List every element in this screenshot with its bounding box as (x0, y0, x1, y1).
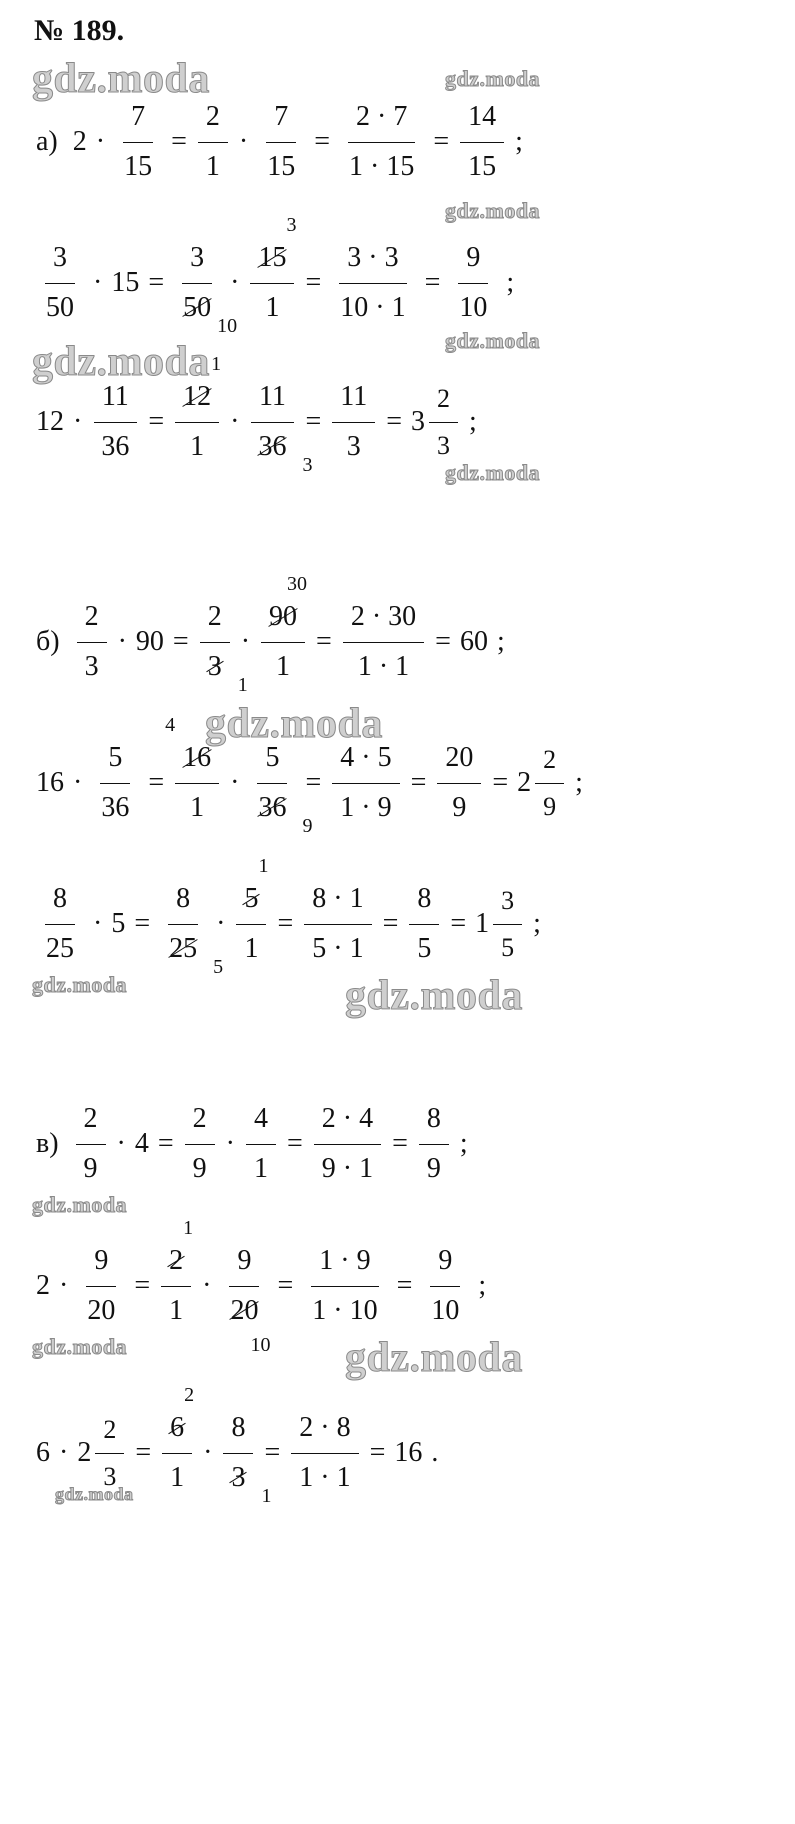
cancelled-number: 6 (170, 1412, 185, 1444)
cancelled-number: 12 (183, 381, 212, 413)
numerator: 2 (95, 1415, 124, 1454)
denominator: 9 (83, 1152, 98, 1184)
period: . (431, 1437, 439, 1468)
fraction (198, 101, 228, 182)
fraction (200, 601, 248, 696)
equals: = (396, 1270, 413, 1301)
equals: = (148, 406, 165, 437)
denominator: 3 (437, 430, 451, 460)
denominator: 36 (101, 791, 130, 823)
times: · (73, 406, 83, 437)
problem-a1 (36, 92, 523, 192)
equals: = (277, 908, 294, 939)
times: · (59, 1437, 69, 1468)
fraction (95, 1415, 124, 1492)
denominator: 1 (169, 1294, 184, 1326)
reduced-value: 3 (302, 453, 313, 476)
denominator (250, 423, 313, 476)
equals: = (424, 267, 441, 298)
result: 16 (394, 1437, 423, 1468)
times: · (59, 1270, 69, 1301)
numerator (175, 353, 222, 422)
equals: = (172, 626, 189, 657)
integer: 6 (36, 1437, 50, 1468)
denominator: 3 (103, 1461, 117, 1491)
fraction (79, 1245, 123, 1326)
fraction (246, 1103, 276, 1184)
cancelled-number: 3 (231, 1461, 246, 1493)
times: · (73, 767, 83, 798)
reduced-value: 1 (237, 673, 248, 696)
fraction (259, 101, 303, 182)
integer: 12 (36, 406, 64, 437)
numerator: 3 (493, 886, 522, 925)
fraction (332, 742, 399, 823)
equals: = (135, 1437, 152, 1468)
times: · (240, 626, 251, 657)
denominator: 15 (267, 150, 296, 182)
denominator: 9 (426, 1152, 441, 1184)
fraction (304, 883, 371, 964)
reduced-value: 4 (165, 714, 176, 737)
problem-b3 (36, 855, 541, 978)
mixed-number (517, 745, 566, 822)
problem-b1 (36, 573, 505, 696)
watermark: gdz.moda (445, 198, 541, 223)
watermark: gdz.moda (445, 328, 541, 353)
whole-part: 2 (77, 1437, 92, 1468)
watermark: gdz.moda (345, 1335, 523, 1381)
fraction (250, 381, 313, 476)
numerator: 9 (458, 242, 488, 283)
watermark: gdz.moda (32, 1334, 128, 1359)
fraction (93, 381, 137, 462)
denominator: 1 · 1 (357, 650, 410, 682)
fraction (175, 353, 222, 462)
numerator (261, 573, 308, 642)
fraction (291, 1412, 358, 1493)
reduced-value: 3 (286, 214, 297, 237)
denominator: 1 (190, 791, 205, 823)
numerator: 14 (460, 101, 504, 142)
fraction (535, 745, 564, 822)
denominator: 50 (46, 291, 74, 323)
section-label-v: в) (36, 1128, 59, 1159)
denominator: 1 (265, 291, 280, 323)
fraction (261, 573, 308, 682)
times: · (93, 908, 103, 939)
fraction (175, 242, 238, 337)
denominator: 9 (452, 791, 467, 823)
times: · (238, 126, 249, 157)
equals: = (386, 406, 403, 437)
denominator: 3 (346, 430, 361, 462)
fraction (161, 883, 224, 978)
fraction (423, 1245, 467, 1326)
reduced-value: 1 (183, 1217, 194, 1240)
denominator: 1 (190, 430, 205, 462)
semicolon: ; (533, 908, 541, 939)
section-label-b: б) (36, 626, 60, 657)
semicolon: ; (575, 767, 583, 798)
integer: 2 (72, 126, 87, 157)
equals: = (148, 267, 165, 298)
fraction (332, 381, 375, 462)
mixed-number (411, 384, 460, 461)
numerator: 8 · 1 (304, 883, 371, 924)
problem-v1 (36, 1094, 468, 1194)
denominator: 3 (84, 650, 99, 682)
cancelled-number: 36 (258, 791, 287, 823)
denominator: 5 (417, 932, 432, 964)
denominator: 9 (543, 791, 557, 821)
fraction (343, 601, 424, 682)
cancelled-number: 16 (183, 742, 212, 774)
numerator: 11 (94, 381, 137, 422)
watermark: gdz.moda (445, 460, 541, 485)
times: · (230, 767, 240, 798)
semicolon: ; (459, 1128, 468, 1159)
watermark: gdz.moda (32, 339, 210, 385)
watermark: gdz.moda (55, 1484, 134, 1504)
problem-a2 (36, 214, 515, 337)
fraction (460, 101, 504, 182)
cancelled-number: 15 (258, 242, 287, 274)
fraction (222, 1245, 271, 1356)
watermark: gdz.moda (205, 701, 383, 747)
integer: 4 (134, 1128, 149, 1159)
fraction (38, 242, 82, 323)
watermark: gdz.moda (32, 972, 128, 997)
integer: 5 (111, 908, 126, 939)
fraction (165, 714, 219, 823)
times: · (95, 126, 106, 157)
numerator: 2 (77, 601, 107, 642)
fraction (314, 1103, 381, 1184)
denominator (200, 643, 248, 696)
watermark: gdz.moda (345, 973, 523, 1019)
reduced-value: 1 (261, 1484, 272, 1507)
numerator: 2 (185, 1103, 215, 1144)
equals: = (134, 1270, 151, 1301)
numerator: 2 · 30 (343, 601, 424, 642)
times: · (216, 908, 226, 939)
integer: 90 (135, 626, 164, 657)
equals: = (134, 908, 151, 939)
denominator (175, 284, 238, 337)
whole-part: 2 (517, 767, 532, 798)
section-label-a: а) (36, 126, 58, 157)
denominator: 15 (124, 150, 153, 182)
reduced-value: 9 (302, 814, 313, 837)
times: · (230, 406, 240, 437)
numerator (161, 1217, 194, 1286)
numerator: 8 (419, 1103, 449, 1144)
equals: = (316, 626, 332, 657)
numerator: 2 (76, 1103, 106, 1144)
semicolon: ; (469, 406, 477, 437)
equals: = (264, 1437, 281, 1468)
cancelled-number: 2 (169, 1245, 184, 1277)
denominator: 9 (192, 1152, 207, 1184)
denominator: 1 (170, 1461, 185, 1493)
reduced-value: 2 (184, 1384, 195, 1407)
reduced-value: 10 (250, 1333, 271, 1356)
denominator: 5 · 1 (312, 932, 364, 964)
numerator: 8 (168, 883, 198, 924)
equals: = (305, 267, 322, 298)
problem-number: № 189. (34, 14, 125, 47)
fraction (419, 1103, 449, 1184)
fraction (162, 1384, 195, 1493)
numerator (165, 714, 219, 783)
watermark: gdz.moda (445, 66, 541, 91)
fraction (161, 1217, 194, 1326)
equals: = (410, 767, 427, 798)
numerator: 7 (266, 101, 296, 142)
equals: = (382, 908, 399, 939)
cancelled-number: 3 (207, 650, 222, 682)
watermark: gdz.moda (32, 1192, 128, 1217)
fraction (429, 384, 458, 461)
semicolon: ; (506, 267, 515, 298)
numerator: 2 (198, 101, 228, 142)
reduced-value: 1 (211, 353, 222, 376)
numerator: 20 (437, 742, 481, 783)
numerator: 4 · 5 (332, 742, 399, 783)
fraction (451, 242, 495, 323)
equals: = (287, 1128, 303, 1159)
numerator: 8 (223, 1412, 253, 1453)
fraction (236, 855, 269, 964)
fraction (493, 886, 522, 963)
denominator: 10 · 1 (340, 291, 406, 323)
equals: = (369, 1437, 386, 1468)
fraction (185, 1103, 215, 1184)
denominator: 1 (276, 650, 291, 682)
reduced-value: 30 (287, 573, 308, 596)
fraction (38, 883, 82, 964)
denominator: 1 · 1 (299, 1461, 351, 1493)
denominator: 1 · 9 (340, 791, 392, 823)
denominator: 1 (205, 150, 220, 182)
fraction (332, 242, 413, 323)
equals: = (171, 126, 187, 157)
whole-part: 1 (475, 908, 490, 939)
fraction (223, 1412, 272, 1507)
denominator (223, 1454, 272, 1507)
denominator: 1 (244, 932, 259, 964)
equals: = (392, 1128, 408, 1159)
denominator (161, 925, 224, 978)
equals: = (305, 406, 322, 437)
denominator: 1 · 15 (349, 150, 415, 182)
numerator: 9 (430, 1245, 460, 1286)
denominator: 36 (101, 430, 130, 462)
denominator: 1 · 10 (312, 1294, 378, 1326)
times: · (116, 1128, 126, 1159)
equals: = (314, 126, 331, 157)
numerator: 3 (182, 242, 212, 283)
times: · (202, 1270, 212, 1301)
reduced-value: 5 (213, 955, 224, 978)
times: · (117, 626, 127, 657)
integer: 2 (36, 1270, 50, 1301)
result: 60 (459, 626, 488, 657)
times: · (203, 1437, 213, 1468)
numerator: 8 (45, 883, 75, 924)
equals: = (450, 908, 467, 939)
fraction (409, 883, 439, 964)
fraction (93, 742, 137, 823)
numerator: 3 · 3 (339, 242, 406, 283)
numerator: 5 (257, 742, 287, 783)
integer: 16 (36, 767, 64, 798)
cancelled-number: 20 (230, 1294, 259, 1326)
numerator: 2 · 7 (348, 101, 415, 142)
fraction (77, 601, 107, 682)
problem-v3 (36, 1384, 439, 1507)
equals: = (277, 1270, 294, 1301)
watermark: gdz.moda (32, 56, 210, 102)
semicolon: ; (515, 126, 523, 157)
numerator: 8 (409, 883, 439, 924)
numerator: 5 (100, 742, 130, 783)
numerator (250, 214, 297, 283)
equals: = (492, 767, 509, 798)
numerator (162, 1384, 195, 1453)
denominator: 5 (501, 932, 515, 962)
denominator: 20 (87, 1294, 116, 1326)
equals: = (433, 126, 450, 157)
equals: = (157, 1128, 174, 1159)
numerator: 2 (429, 384, 458, 423)
reduced-value: 1 (258, 855, 269, 878)
times: · (93, 267, 103, 298)
numerator: 9 (229, 1245, 259, 1286)
semicolon: ; (496, 626, 505, 657)
denominator: 15 (468, 150, 497, 182)
times: · (225, 1128, 235, 1159)
reduced-value: 10 (217, 314, 238, 337)
fraction (116, 101, 160, 182)
cancelled-number: 36 (258, 430, 287, 462)
denominator (222, 1287, 271, 1356)
denominator: 25 (46, 932, 74, 964)
numerator: 2 · 8 (291, 1412, 358, 1453)
numerator: 2 (535, 745, 564, 784)
fraction (250, 214, 297, 323)
cancelled-number: 50 (183, 291, 212, 323)
numerator: 11 (332, 381, 375, 422)
numerator: 4 (246, 1103, 276, 1144)
cancelled-number: 25 (169, 932, 198, 964)
denominator (250, 784, 313, 837)
numerator (236, 855, 269, 924)
fraction (437, 742, 481, 823)
times: · (230, 267, 240, 298)
fraction (76, 1103, 106, 1184)
numerator: 2 · 4 (314, 1103, 381, 1144)
denominator: 9 · 1 (321, 1152, 374, 1184)
fraction (341, 101, 422, 182)
mixed-number (77, 1415, 126, 1492)
integer: 15 (111, 267, 140, 298)
denominator: 1 (254, 1152, 268, 1184)
cancelled-number: 5 (244, 883, 259, 915)
equals: = (305, 767, 322, 798)
equals: = (148, 767, 165, 798)
numerator: 2 (200, 601, 230, 642)
numerator: 9 (86, 1245, 116, 1286)
numerator: 7 (123, 101, 153, 142)
denominator: 10 (431, 1294, 460, 1326)
semicolon: ; (478, 1270, 487, 1301)
numerator: 3 (45, 242, 75, 283)
cancelled-number: 90 (269, 601, 298, 633)
fraction (250, 742, 313, 837)
whole-part: 3 (411, 406, 426, 437)
denominator: 10 (459, 291, 488, 323)
numerator: 1 · 9 (311, 1245, 378, 1286)
equals: = (435, 626, 451, 657)
fraction (304, 1245, 385, 1326)
mixed-number (475, 886, 524, 963)
numerator: 11 (251, 381, 294, 422)
